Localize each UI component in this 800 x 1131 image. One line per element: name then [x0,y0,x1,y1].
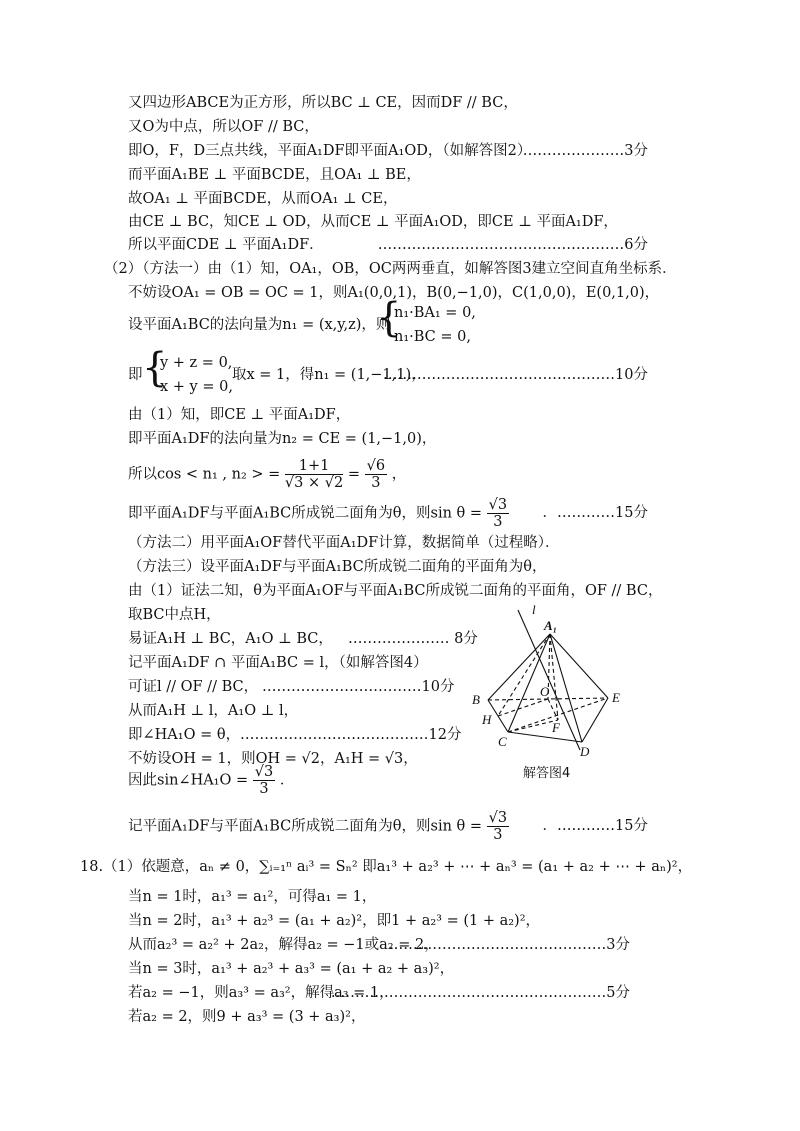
text-line: 即 [128,367,143,383]
edge-CF [508,720,558,732]
edge-OF [548,699,558,720]
score-mark: …………………………………12分 [240,727,462,743]
formula-text: 即平面A₁DF与平面A₁BC所成锐二面角为θ，则sin θ = [128,505,483,522]
text-line: 即O，F，D三点共线，平面A₁DF即平面A₁OD，（如解答图2） [128,143,532,159]
text-line: 记平面A₁DF ∩ 平面A₁BC = l，（如解答图4） [128,655,428,671]
text-line: 又四边形ABCE为正方形，所以BC ⊥ CE，因而DF // BC， [128,95,518,111]
formula-text: 所以cos < n₁ , n₂ > = [128,466,281,483]
formula-text: 因此sin∠HA₁O = [128,772,249,789]
score-mark: …………………………………………………5分 [330,985,630,1001]
text-line: 即平面A₁DF的法向量为n₂ = CE = (1,−1,0)， [128,431,437,447]
fraction [285,458,343,491]
text-line: 18.（1）依题意，aₙ ≠ 0，∑ᵢ₌₁ⁿ aᵢ³ = Sₙ² 即a₁³ + a₂³ + ⋯ + aₙ³ = (a₁ + a₂ + ⋯ + aₙ)²， [80,859,693,875]
brace-symbol: { [376,295,402,341]
brace-symbol: { [142,345,168,391]
score-mark: ……………………………………………6分 [377,237,648,253]
label-H: H [482,712,492,727]
fraction [253,764,275,797]
figure-caption: 解答图4 [523,766,571,781]
label-l: l [532,602,536,617]
text-line: 从而A₁H ⊥ l，A₁O ⊥ l， [128,703,299,719]
text-line: 若a₂ = 2，则9 + a₃³ = (3 + a₃)²， [128,1009,366,1025]
punct: ． [279,772,295,789]
label-E: E [612,690,620,705]
text-line: 不妨设OH = 1，则OH = √2，A₁H = √3， [128,751,418,767]
text-line: 不妨设OA₁ = OB = OC = 1，则A₁(0,0,1)，B(0,−1,0)，C(1,0,0)，E(0,1,0)， [128,285,660,301]
fraction [365,458,387,491]
text-line: （2）（方法一）由（1）知，OA₁，OB，OC两两垂直，如解答图3建立空间直角坐标系． [104,261,677,277]
text-line: （方法二）用平面A₁OF替代平面A₁DF计算，数据简单（过程略）． [128,535,560,551]
label-D: D [580,744,590,759]
punct: ， [391,466,407,483]
edge-A1H [498,634,550,716]
label-O: O [540,684,550,699]
equation-line: x + y = 0, [160,379,233,395]
text-line: 由CE ⊥ BC，知CE ⊥ OD，从而CE ⊥ 平面A₁OD，即CE ⊥ 平面A₁DF， [128,214,618,230]
text-line: 由（1）证法二知，θ为平面A₁OF与平面A₁BC所成锐二面角的平面角，OF // BC， [128,583,663,599]
text-line: 当n = 1时，a₁³ = a₁²，可得a₁ = 1， [128,889,377,905]
numerator: √6 [366,458,386,474]
denominator: 3 [259,781,269,797]
score-mark: …………………………………………10分 [383,367,648,383]
fraction [487,497,509,530]
edge-A1E [550,634,608,698]
text-line: 取x = 1，得n₁ = (1,−1,1)， [232,367,426,383]
text-line: 当n = 2时，a₁³ + a₂³ = (a₁ + a₂)²，即1 + a₂³ = (1 + a₂)²， [128,913,541,929]
text-line: 设平面A₁BC的法向量为n₁ = (x,y,z)，则 [128,317,391,333]
text-line: 若a₂ = −1，则a₃³ = a₃²，解得a₃ = 1， [128,985,394,1001]
text-line: 取BC中点H， [128,607,221,623]
score-mark: ………………… 8分 [348,631,478,647]
edge-A1C [508,634,550,732]
formula-line [128,810,509,843]
text-line: 所以平面CDE ⊥ 平面A₁DF． [128,237,324,253]
fraction [487,810,509,843]
text-line: 易证A₁H ⊥ BC，A₁O ⊥ BC， [128,631,333,647]
numerator: √3 [488,810,508,826]
score-mark: ．…………15分 [542,818,648,834]
equals-sign: = [347,466,360,483]
text-line: 当n = 3时，a₁³ + a₂³ + a₃³ = (a₁ + a₂ + a₃)²， [128,961,455,977]
formula-text: 记平面A₁DF与平面A₁BC所成锐二面角为θ，则sin θ = [128,818,483,835]
text-line: （方法三）设平面A₁DF与平面A₁BC所成锐二面角的平面角为θ， [128,559,547,575]
numerator: 1+1 [285,458,343,475]
score-mark: ．…………15分 [542,505,648,521]
denominator: 3 [371,475,381,491]
text-line: 由（1）知，即CE ⊥ 平面A₁DF， [128,407,351,423]
denominator: √3 × √2 [284,475,344,491]
equation-line: n₁·BC = 0, [394,329,471,345]
edge-CD [508,732,582,742]
geometry-figure [460,600,640,770]
denominator: 3 [493,827,503,843]
text-line: 可证l // OF // BC， [128,679,259,695]
formula-line [128,764,294,797]
label-A1: A₁ [544,618,558,633]
numerator: √3 [254,764,274,780]
text-line: 又O为中点，所以OF // BC， [128,119,319,135]
score-mark: ………………………………………3分 [388,937,630,953]
equation-line: y + z = 0, [160,355,233,371]
text-line: 故OA₁ ⊥ 平面BCDE，从而OA₁ ⊥ CE， [128,191,398,207]
score-mark: …………………3分 [522,143,648,159]
label-B: B [472,692,480,707]
formula-line [128,458,406,491]
edge-DE [582,698,608,742]
text-line: 而平面A₁BE ⊥ 平面BCDE，且OA₁ ⊥ BE， [128,167,421,183]
edge-HO [498,699,548,716]
denominator: 3 [493,514,503,530]
text-line: 即∠HA₁O = θ， [128,727,241,743]
score-mark: ……………………………10分 [262,679,455,695]
equation-line: n₁·BA₁ = 0, [394,305,476,321]
label-C: C [498,734,507,749]
label-F: F [552,720,560,735]
numerator: √3 [488,497,508,513]
formula-line [128,497,509,530]
text-line: 从而a₂³ = a₂² + 2a₂，解得a₂ = −1或a₂ = 2， [128,937,439,953]
